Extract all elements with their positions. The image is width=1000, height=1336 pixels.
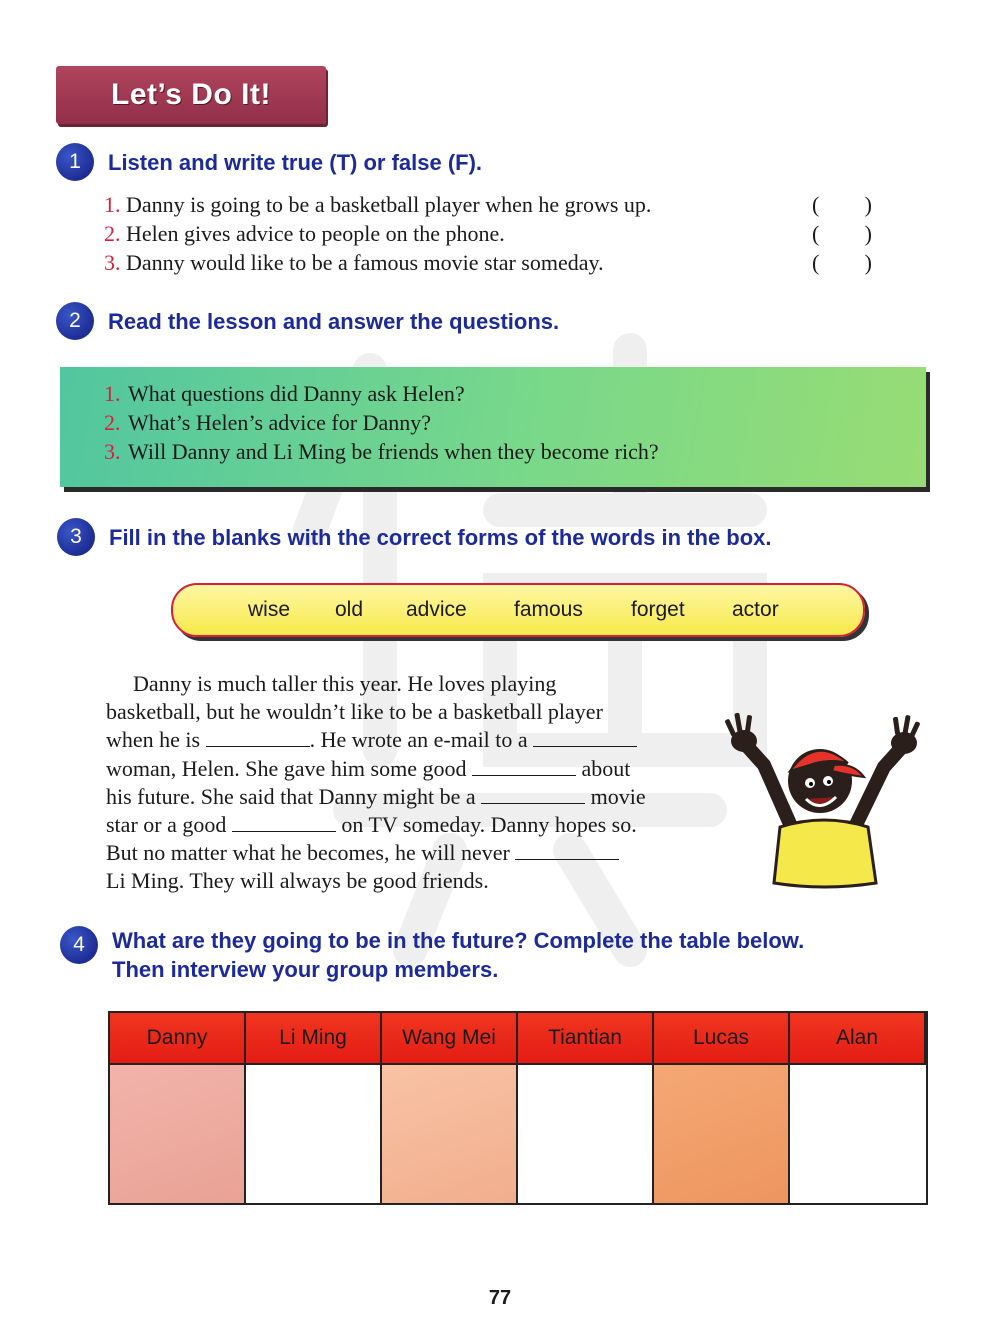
section-4-heading [60,926,804,984]
passage-line: when he is . He wrote an e-mail to a [106,726,746,754]
passage-line: But no matter what he becomes, he will never [106,839,746,867]
questions-box [60,367,926,487]
passage-line: star or a good on TV someday. Danny hopes so. [106,811,637,837]
future-jobs-table [108,1011,928,1205]
section-2-heading [56,302,559,340]
table-answer-cell[interactable] [382,1065,518,1203]
word-bank-word: advice [406,598,467,621]
danny-cheering-illustration [724,705,924,890]
question-text: What’s Helen’s advice for Danny? [128,410,431,435]
table-header-cell: Tiantian [518,1013,654,1065]
list-item [104,190,884,219]
table-header-cell: Danny [110,1013,246,1065]
word-bank-word: old [335,598,364,621]
table-answer-cell[interactable] [246,1065,382,1203]
list-item [104,219,884,248]
banner-title: Let’s Do It! [111,78,271,111]
answer-parentheses[interactable]: ( ) [812,191,872,217]
table-answer-cell[interactable] [654,1065,790,1203]
blank-4[interactable] [481,785,585,804]
word-bank-word: actor [732,598,779,621]
blank-5[interactable] [232,813,336,832]
blank-2[interactable] [533,728,637,747]
question-item [104,408,659,437]
word-bank-box [171,583,865,637]
section-1-number-badge: 1 [56,143,94,181]
word-bank-word: forget [631,598,685,621]
passage-line: his future. She said that Danny might be a movie [106,783,646,809]
question-text: What questions did Danny ask Helen? [128,381,465,406]
item-number: 2. [104,220,121,246]
word-bank-word: famous [514,598,583,621]
section-2-number-badge: 2 [56,302,94,340]
list-item [104,248,884,277]
question-number: 3. [104,439,121,464]
lets-do-it-banner [56,66,326,124]
item-number: 3. [104,249,121,275]
question-number: 2. [104,410,121,435]
answer-parentheses[interactable]: ( ) [812,220,872,246]
page-number: 77 [488,1287,512,1309]
fill-in-passage [106,670,746,896]
table-header-cell: Li Ming [246,1013,382,1065]
table-header-cell: Lucas [654,1013,790,1065]
section-4-title: What are they going to be in the future? Complete the table below. Then interview your group members. [112,928,805,982]
item-text: Danny is going to be a basketball player when he grows up. [126,191,652,217]
section-2-title: Read the lesson and answer the questions. [108,308,560,334]
true-false-list [104,190,884,277]
passage-line: Danny is much taller this year. He loves playing [133,671,557,696]
question-number: 1. [104,381,121,406]
section-3-title: Fill in the blanks with the correct forms of the words in the box. [109,524,772,550]
section-1-title: Listen and write true (T) or false (F). [108,149,483,175]
table-header-cell: Wang Mei [382,1013,518,1065]
item-text: Danny would like to be a famous movie star someday. [126,249,604,275]
table-answer-cell[interactable] [518,1065,654,1203]
section-1-heading [56,143,482,181]
question-item [104,437,659,466]
section-4-number-badge: 4 [60,926,98,964]
blank-1[interactable] [206,728,310,747]
question-text: Will Danny and Li Ming be friends when they become rich? [128,439,659,464]
table-header-cell: Alan [790,1013,926,1065]
blank-3[interactable] [472,757,576,776]
question-item [104,379,659,408]
item-number: 1. [104,191,121,217]
section-3-heading [57,518,772,556]
answer-parentheses[interactable]: ( ) [812,249,872,275]
passage-line: woman, Helen. She gave him some good about [106,755,631,781]
section-3-number-badge: 3 [57,518,95,556]
passage-line: basketball, but he wouldn’t like to be a basketball player [106,699,603,725]
table-answer-cell[interactable] [110,1065,246,1203]
passage-line: Li Ming. They will always be good friends. [106,868,489,894]
word-bank-word: wise [248,598,291,621]
table-answer-cell[interactable] [790,1065,926,1203]
blank-6[interactable] [515,841,619,860]
item-text: Helen gives advice to people on the phone. [126,220,505,246]
